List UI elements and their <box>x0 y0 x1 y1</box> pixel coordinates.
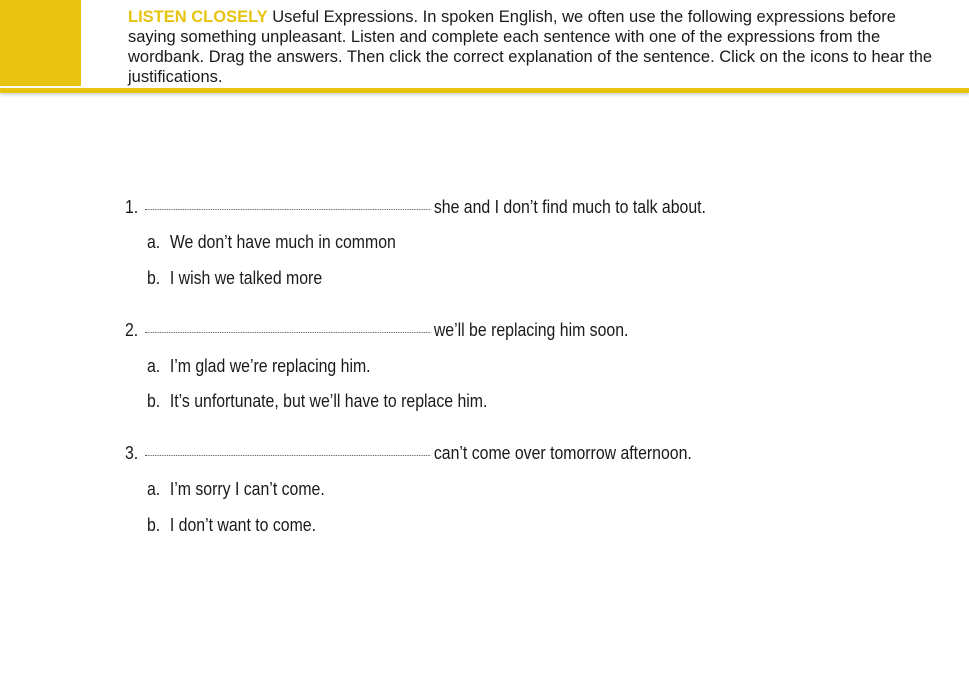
drop-blank-2[interactable] <box>145 332 430 333</box>
header-accent-block <box>0 0 81 86</box>
option-text: I’m glad we’re replacing him. <box>169 356 371 376</box>
instructions-text: Useful Expressions. In spoken English, we often use the following expressions before saying something unpleasant. Listen and complete each sentence with one of the expressions from the wordbank. Drag the answers. Then click the correct explanation of the sentence. Click on the icons to hear the justifications. <box>128 8 933 86</box>
option-letter: b. <box>146 515 161 535</box>
question-number: 3. <box>124 443 139 463</box>
option-letter: a. <box>146 479 161 499</box>
question-2 <box>125 320 628 341</box>
option-letter: a. <box>146 232 161 252</box>
option-1b[interactable] <box>147 268 322 289</box>
question-sentence: can’t come over tomorrow afternoon. <box>433 443 692 463</box>
option-text: I’m sorry I can’t come. <box>169 479 325 499</box>
option-letter: a. <box>146 356 161 376</box>
instructions <box>128 7 948 87</box>
drop-blank-1[interactable] <box>145 209 430 210</box>
drop-blank-3[interactable] <box>145 455 430 456</box>
question-sentence: we’ll be replacing him soon. <box>433 320 629 340</box>
instructions-lead: LISTEN CLOSELY <box>128 8 268 26</box>
option-letter: b. <box>146 391 161 411</box>
option-3a[interactable] <box>147 479 325 500</box>
option-2b[interactable] <box>147 391 487 412</box>
option-text: I wish we talked more <box>169 268 323 288</box>
question-number: 1. <box>124 197 139 217</box>
option-1a[interactable] <box>147 232 396 253</box>
option-text: It’s unfortunate, but we’ll have to replace him. <box>169 391 488 411</box>
option-3b[interactable] <box>147 515 316 536</box>
option-2a[interactable] <box>147 356 371 377</box>
question-sentence: she and I don’t find much to talk about. <box>433 197 706 217</box>
option-text: We don’t have much in common <box>169 232 396 252</box>
option-text: I don’t want to come. <box>169 515 317 535</box>
question-1 <box>125 197 706 218</box>
question-number: 2. <box>124 320 139 340</box>
header-divider <box>0 88 969 93</box>
question-3 <box>125 443 692 464</box>
option-letter: b. <box>146 268 161 288</box>
